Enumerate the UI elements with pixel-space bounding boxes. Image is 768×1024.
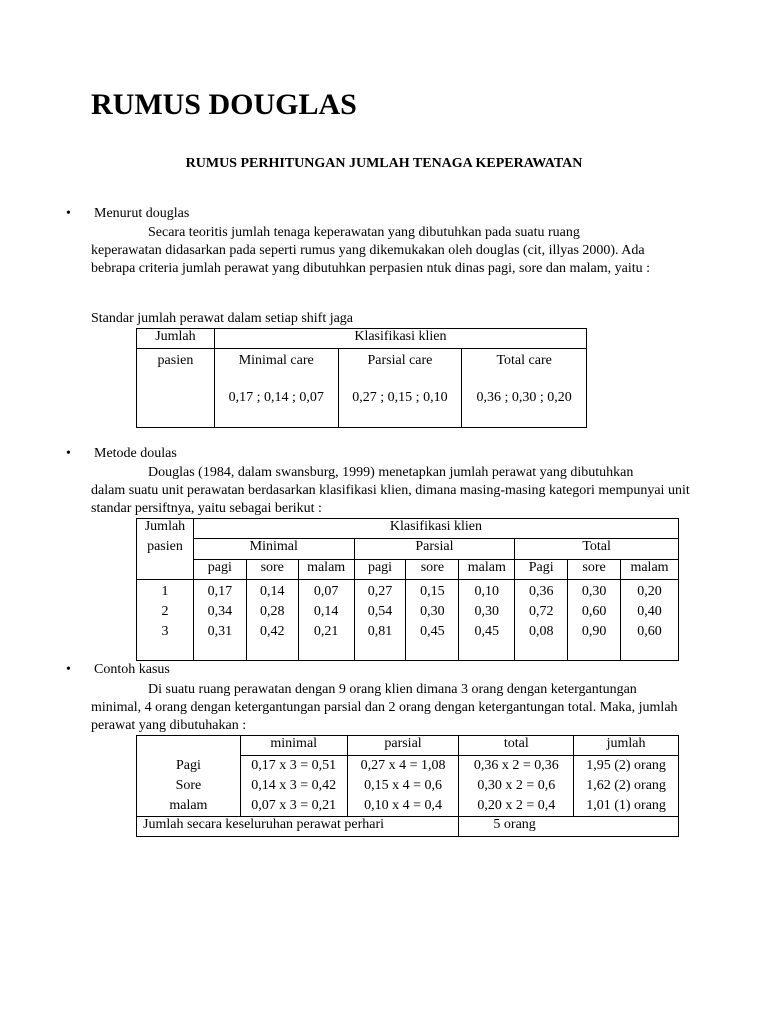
value-cell: 0,60 [581, 604, 607, 619]
patient-count: 1 [161, 584, 169, 599]
shift-header: sore [406, 560, 459, 580]
shift-label: Sore [175, 777, 202, 793]
value-column [406, 580, 459, 661]
table-contoh-kasus [136, 735, 679, 837]
value-cell: 0,45 [474, 624, 500, 639]
value-cell: 0,45 [420, 624, 445, 639]
category-parsial: Parsial [354, 539, 515, 560]
value-column [515, 580, 568, 661]
calc-cell: 0,17 x 3 = 0,51 [251, 758, 337, 773]
value-column [193, 580, 246, 661]
col-header: Total care [496, 353, 552, 368]
value-cell: 0,36 [528, 584, 554, 599]
value-cell: 0,15 [420, 584, 445, 599]
value-cell: 0,30 [474, 604, 500, 619]
table-klasifikasi-douglas [136, 518, 679, 661]
value-cell: 0,21 [313, 624, 339, 639]
category-minimal: Minimal [193, 539, 354, 560]
footer-label: Jumlah secara keseluruhan perawat perhari [137, 817, 459, 837]
shift-header: sore [568, 560, 621, 580]
value-column [246, 580, 298, 661]
calc-cell: 1,95 (2) orang [586, 758, 666, 773]
value-cell: 0,14 [259, 584, 285, 599]
calc-cell: 0,07 x 3 = 0,21 [251, 798, 337, 813]
value-cell: 0,72 [528, 604, 554, 619]
value-cell: 0,34 [207, 604, 233, 619]
section-heading: Contoh kasus [94, 662, 170, 677]
value-cell: 0,81 [367, 624, 393, 639]
table-footer-row [137, 817, 679, 837]
header-klasifikasi: Klasifikasi klien [214, 329, 586, 349]
shift-label: malam [169, 797, 208, 813]
patient-count: 2 [161, 604, 169, 619]
calc-cell: 0,10 x 4 = 0,4 [364, 798, 442, 813]
patient-count: 3 [161, 624, 169, 639]
section-heading: Metode doulas [94, 446, 177, 461]
table1-caption: Standar jumlah perawat dalam setiap shift jaga [91, 311, 354, 326]
value-cell: 0,31 [207, 624, 233, 639]
shift-header: pagi [193, 560, 246, 580]
header-pasien: pasien [137, 539, 194, 560]
jumlah-column [574, 756, 679, 817]
header-blank [137, 560, 194, 580]
page-title: RUMUS DOUGLAS [91, 88, 357, 121]
value-cell: 0,30 [581, 584, 607, 599]
header-minimal: minimal [240, 736, 347, 756]
category-total: Total [515, 539, 679, 560]
calc-cell: 0,20 x 2 = 0,4 [477, 798, 556, 813]
paragraph-rest: dalam suatu unit perawatan berdasarkan klasifikasi klien, dimana masing-masing kategori mempunyai unit standar persiftnya, yaitu sebagai berikut : [91, 483, 690, 516]
value-cell: 0,20 [637, 584, 662, 599]
header-blank [137, 736, 241, 756]
shift-header: pagi [354, 560, 406, 580]
minimal-column [240, 756, 347, 817]
calc-cell: 1,01 (1) orang [586, 798, 666, 813]
value-cell: 0,40 [637, 604, 662, 619]
parsial-care-cell [338, 349, 462, 428]
cell-values: 0,36 ; 0,30 ; 0,20 [476, 390, 572, 405]
header-jumlah: Jumlah [137, 329, 215, 349]
value-cell: 0,10 [474, 584, 500, 599]
cell-values: 0,17 ; 0,14 ; 0,07 [228, 390, 324, 405]
value-column [568, 580, 621, 661]
cell-values: 0,27 ; 0,15 ; 0,10 [352, 390, 448, 405]
shift-header: Pagi [515, 560, 568, 580]
paragraph-first-line: Douglas (1984, dalam swansburg, 1999) menetapkan jumlah perawat yang dibutuhkan [148, 465, 634, 480]
parsial-column [347, 756, 459, 817]
shift-header: malam [459, 560, 515, 580]
value-cell: 0,07 [313, 584, 339, 599]
bullet-menurut-douglas [66, 206, 189, 222]
calc-cell: 1,62 (2) orang [586, 778, 666, 793]
value-cell: 0,17 [207, 584, 233, 599]
value-cell: 0,08 [528, 624, 554, 639]
calc-cell: 0,30 x 2 = 0,6 [477, 778, 556, 793]
calc-cell: 0,14 x 3 = 0,42 [251, 778, 337, 793]
table-standar-shift [136, 328, 587, 428]
shift-header: malam [298, 560, 354, 580]
total-care-cell [462, 349, 587, 428]
shift-label: Pagi [175, 757, 201, 773]
value-cell: 0,27 [367, 584, 393, 599]
value-cell: 0,30 [420, 604, 445, 619]
paragraph-first-line: Di suatu ruang perawatan dengan 9 orang klien dimana 3 orang dengan ketergantungan [148, 682, 637, 697]
footer-value: 5 orang [459, 817, 679, 837]
paragraph-rest: minimal, 4 orang dengan ketergantungan parsial dan 2 orang dengan ketergantungan total. Maka, jumlah perawat yang dibutuhakan : [91, 700, 678, 733]
value-column [459, 580, 515, 661]
value-cell: 0,60 [637, 624, 662, 639]
value-cell: 0,42 [259, 624, 285, 639]
paragraph-first-line: Secara teoritis jumlah tenaga keperawatan yang dibutuhkan pada suatu ruang [148, 225, 580, 240]
total-column [459, 756, 574, 817]
header-klasifikasi: Klasifikasi klien [193, 519, 678, 539]
page-subtitle: RUMUS PERHITUNGAN JUMLAH TENAGA KEPERAWATAN [185, 156, 583, 171]
value-cell: 0,54 [367, 604, 393, 619]
bullet-icon: • [66, 206, 71, 221]
minimal-care-cell [214, 349, 338, 428]
header-parsial: parsial [347, 736, 459, 756]
value-column [621, 580, 679, 661]
shift-header: malam [621, 560, 679, 580]
section-heading: Menurut douglas [94, 206, 190, 221]
shift-header: sore [246, 560, 298, 580]
calc-cell: 0,27 x 4 = 1,08 [360, 758, 446, 773]
value-cell: 0,28 [259, 604, 285, 619]
table-row [137, 756, 679, 817]
bullet-metode-doulas [66, 446, 177, 462]
header-total: total [459, 736, 574, 756]
shift-column [137, 756, 241, 817]
section1-paragraph [91, 224, 691, 278]
section2-paragraph [91, 464, 691, 518]
table-row [137, 580, 679, 661]
bullet-icon: • [66, 662, 71, 677]
value-column [298, 580, 354, 661]
header-jumlah: Jumlah [137, 519, 194, 539]
bullet-contoh-kasus [66, 662, 170, 678]
calc-cell: 0,36 x 2 = 0,36 [473, 758, 559, 773]
value-cell: 0,90 [581, 624, 607, 639]
patients-cell [137, 580, 194, 661]
header-pasien: pasien [137, 349, 215, 428]
col-header: Minimal care [238, 353, 314, 368]
section3-paragraph [91, 681, 691, 735]
paragraph-rest: keperawatan didasarkan pada seperti rumus yang dikemukakan oleh douglas (cit, illyas 2000). Ada bebrapa criteria jumlah perawat yang dibutuhkan perpasien ntuk dinas pagi, sore dan malam, yaitu : [91, 243, 651, 276]
col-header: Parsial care [367, 353, 433, 368]
calc-cell: 0,15 x 4 = 0,6 [364, 778, 442, 793]
bullet-icon: • [66, 446, 71, 461]
value-cell: 0,14 [313, 604, 339, 619]
header-jumlah: jumlah [574, 736, 679, 756]
value-column [354, 580, 406, 661]
